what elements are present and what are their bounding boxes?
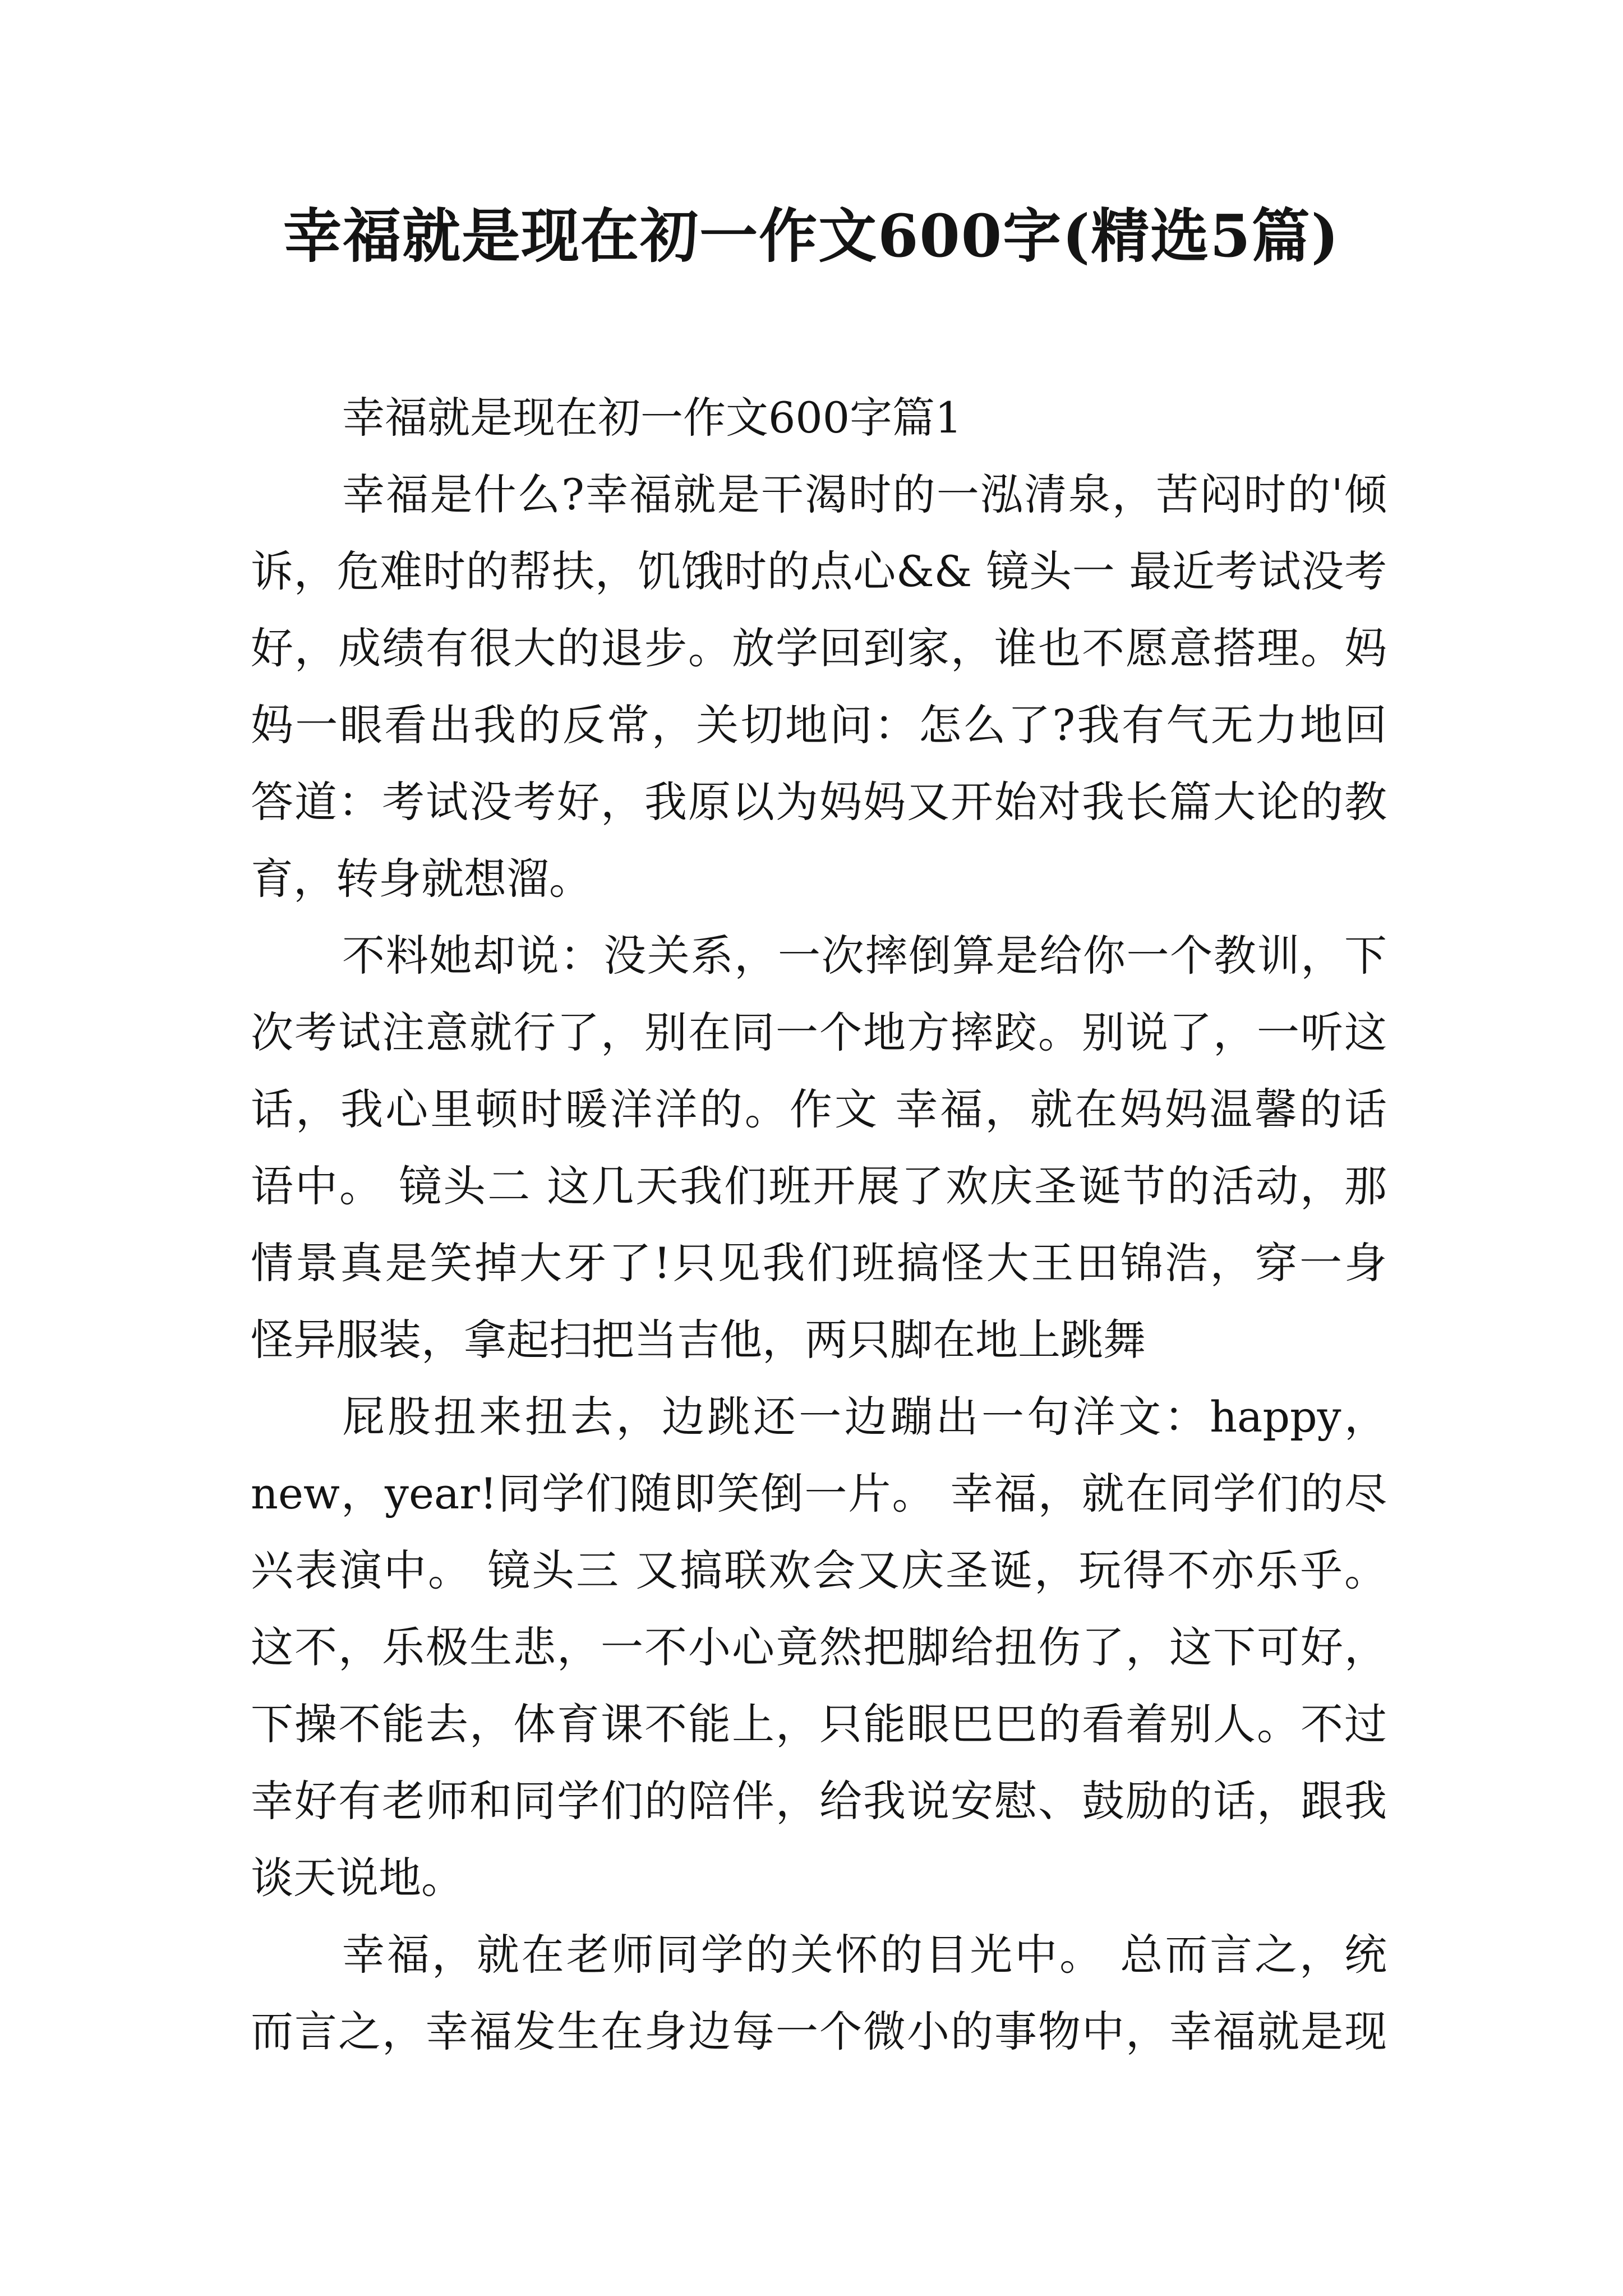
text-line: 兴表演中。 镜头三 又搞联欢会又庆圣诞，玩得不亦乐乎。 — [251, 1545, 1387, 1595]
text-line: 怪异服装，拿起扫把当吉他，两只脚在地上跳舞 — [251, 1315, 1146, 1365]
text-line: 妈一眼看出我的反常，关切地问：怎么了?我有气无力地回 — [251, 700, 1387, 750]
text-line: 话，我心里顿时暖洋洋的。作文 幸福，就在妈妈温馨的话 — [251, 1084, 1387, 1134]
text-line: 这不，乐极生悲，一不小心竟然把脚给扭伤了，这下可好， — [251, 1622, 1387, 1672]
paragraph-1 — [251, 456, 1387, 917]
text-line: 诉，危难时的帮扶，饥饿时的点心&& 镜头一 最近考试没考 — [251, 546, 1387, 596]
text-line: 答道：考试没考好，我原以为妈妈又开始对我长篇大论的教 — [251, 777, 1387, 827]
text-line: 育，转身就想溜。 — [251, 854, 592, 904]
text-line: 谈天说地。 — [251, 1853, 464, 1903]
document-title: 幸福就是现在初一作文600字(精选5篇) — [283, 201, 1340, 270]
text-line: 情景真是笑掉大牙了!只见我们班搞怪大王田锦浩，穿一身 — [251, 1238, 1387, 1288]
text-line: 不料她却说：没关系，一次摔倒算是给你一个教训，下 — [342, 931, 1387, 981]
section-heading: 幸福就是现在初一作文600字篇1 — [342, 393, 962, 443]
paragraph-3 — [251, 1378, 1387, 1916]
text-line: 下操不能去，体育课不能上，只能眼巴巴的看着别人。不过 — [251, 1699, 1387, 1749]
text-line: 屁股扭来扭去，边跳还一边蹦出一句洋文：happy， — [342, 1392, 1387, 1442]
text-line: 幸好有老师和同学们的陪伴，给我说安慰、鼓励的话，跟我 — [251, 1776, 1387, 1826]
text-line: 幸福，就在老师同学的关怀的目光中。 总而言之，统 — [342, 1930, 1387, 1980]
text-line: 好，成绩有很大的退步。放学回到家，谁也不愿意搭理。妈 — [251, 623, 1387, 673]
text-line: 次考试注意就行了，别在同一个地方摔跤。别说了，一听这 — [251, 1007, 1387, 1057]
text-line: new，year!同学们随即笑倒一片。 幸福，就在同学们的尽 — [251, 1469, 1387, 1519]
text-line: 而言之，幸福发生在身边每一个微小的事物中，幸福就是现 — [251, 2007, 1387, 2056]
document-body — [251, 379, 1387, 2070]
text-line: 语中。 镜头二 这几天我们班开展了欢庆圣诞节的活动，那 — [251, 1161, 1387, 1211]
paragraph-4 — [251, 1916, 1387, 2070]
text-line: 幸福是什么?幸福就是干渴时的一泓清泉，苦闷时的'倾 — [342, 470, 1387, 519]
paragraph-2 — [251, 917, 1387, 1378]
